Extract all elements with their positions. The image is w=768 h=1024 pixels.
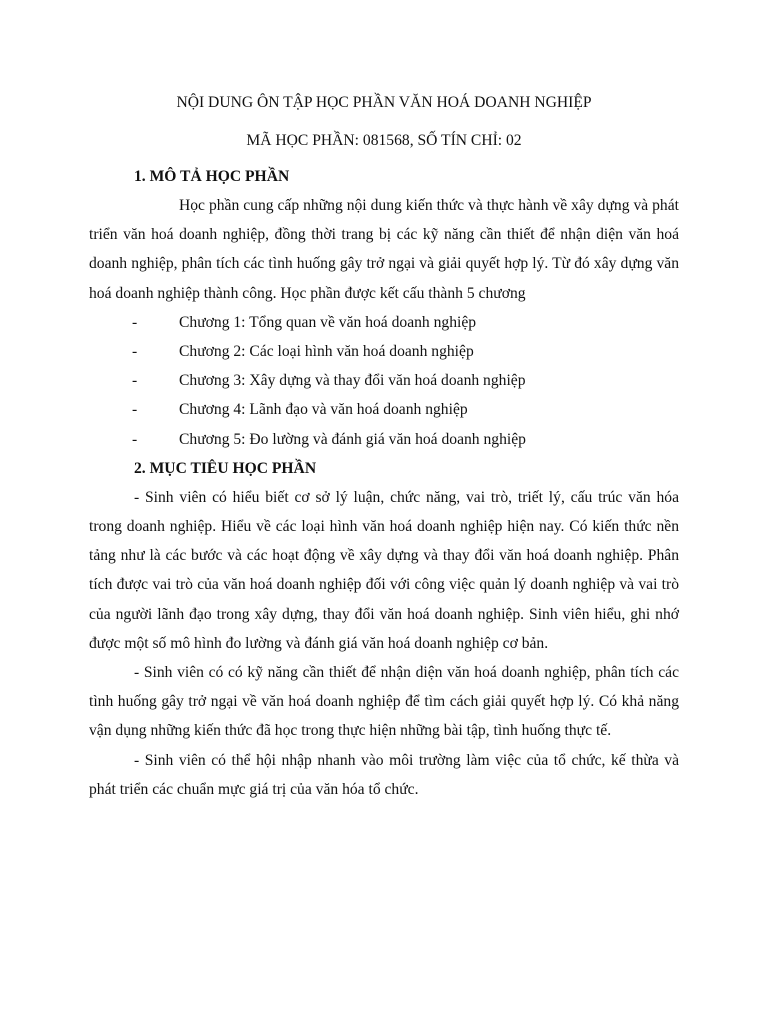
chapter-item [89, 308, 679, 337]
course-code-line: MÃ HỌC PHẦN: 081568, SỐ TÍN CHỈ: 02 [246, 132, 522, 149]
chapter-list [89, 308, 679, 454]
objective-paragraph: - Sinh viên có có kỹ năng cần thiết để nhận diện văn hoá doanh nghiệp, phân tích các tình huống gây trở ngại về văn hoá doanh nghiệp để tìm cách giải quyết hợp lý. Có khả năng vận dụng những kiến thức đã học trong thực hiện những bài tập, tình huống thực tế. [89, 664, 679, 740]
bullet-dash: - [132, 343, 138, 361]
chapter-label: Chương 4: Lãnh đạo và văn hoá doanh nghiệp [179, 401, 468, 419]
document-title: NỘI DUNG ÔN TẬP HỌC PHẦN VĂN HOÁ DOANH NGHIỆP [176, 94, 592, 111]
chapter-label: Chương 5: Đo lường và đánh giá văn hoá doanh nghiệp [179, 430, 526, 448]
chapter-item [89, 425, 679, 454]
objective-paragraph: - Sinh viên có thể hội nhập nhanh vào môi trường làm việc của tổ chức, kế thừa và phát triển các chuẩn mực giá trị của văn hóa tổ chức. [89, 751, 679, 798]
bullet-dash: - [132, 430, 138, 448]
section-1-intro: Học phần cung cấp những nội dung kiến thức và thực hành về xây dựng và phát triển văn hoá doanh nghiệp, đồng thời trang bị các kỹ năng cần thiết để nhận diện văn hoá doanh nghiệp, phân tích các tình huống gây trở ngại và giải quyết hợp lý. Từ đó xây dựng văn hoá doanh nghiệp thành công. Học phần được kết cấu thành 5 chương [89, 197, 679, 302]
bullet-dash: - [132, 313, 138, 331]
bullet-dash: - [132, 401, 138, 419]
chapter-label: Chương 3: Xây dựng và thay đổi văn hoá doanh nghiệp [179, 372, 526, 390]
chapter-item [89, 337, 679, 366]
section-1-heading: 1. MÔ TẢ HỌC PHẦN [134, 168, 290, 185]
chapter-item [89, 366, 679, 395]
bullet-dash: - [132, 372, 138, 390]
chapter-item [89, 395, 679, 424]
chapter-label: Chương 1: Tổng quan về văn hoá doanh nghiệp [179, 313, 477, 331]
objective-paragraph: - Sinh viên có hiểu biết cơ sở lý luận, chức năng, vai trò, triết lý, cấu trúc văn hóa trong doanh nghiệp. Hiểu về các loại hình văn hoá doanh nghiệp hiện nay. Có kiến thức nền tảng như là các bước và các hoạt động về xây dựng và thay đổi văn hoá doanh nghiệp. Phân tích được vai trò của văn hoá doanh nghiệp đối với công việc quản lý doanh nghiệp và vai trò của người lãnh đạo trong xây dựng, thay đổi văn hoá doanh nghiệp. Sinh viên hiểu, ghi nhớ được một số mô hình đo lường và đánh giá văn hoá doanh nghiệp cơ bản. [89, 488, 679, 652]
chapter-label: Chương 2: Các loại hình văn hoá doanh nghiệp [179, 343, 474, 361]
section-2-heading: 2. MỤC TIÊU HỌC PHẦN [134, 459, 317, 477]
